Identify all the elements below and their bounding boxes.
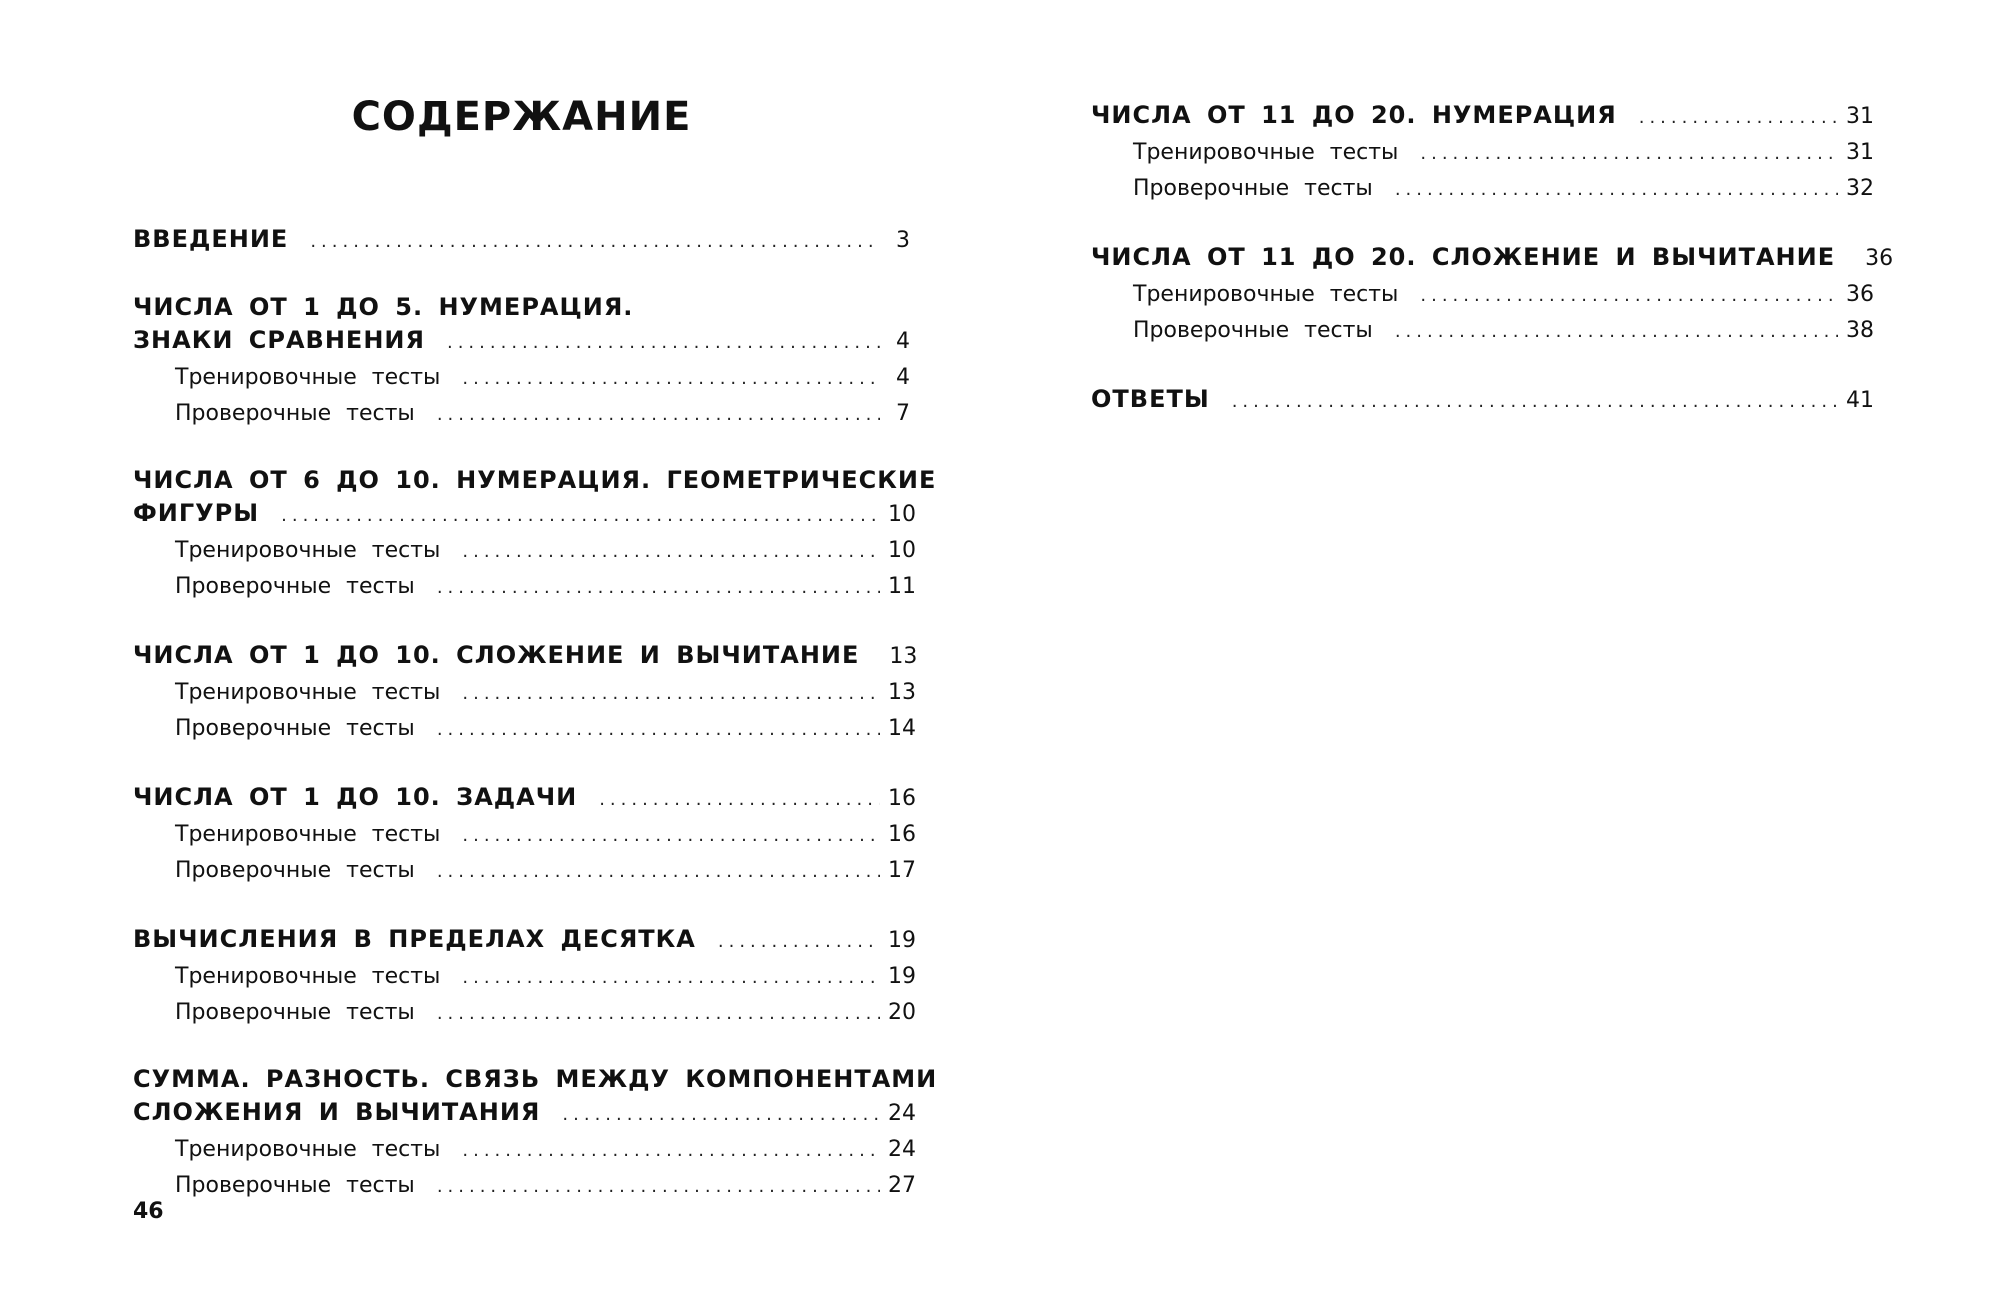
toc-section [133,780,916,889]
subsection-title: Проверочные тесты [175,401,415,426]
dot-leader [437,570,880,605]
page-ref: 19 [888,928,916,953]
subsection-title: Тренировочные тесты [175,680,441,705]
dot-leader [437,397,880,432]
toc-entry[interactable] [133,323,910,360]
toc-section [1091,98,1874,207]
subsection-title: Проверочные тесты [175,574,415,599]
dot-leader [1420,136,1838,171]
page-ref: 11 [888,574,916,599]
page-ref: 20 [888,1000,916,1025]
dot-leader [437,996,880,1031]
page-ref: 41 [1846,388,1874,413]
page-ref: 31 [1846,104,1874,129]
page-ref: 38 [1846,318,1874,343]
dot-leader [447,325,880,360]
toc-section [133,292,910,432]
toc-column-right [1091,98,1894,452]
toc-subentry[interactable] [133,1168,916,1204]
dot-leader [437,854,880,889]
section-title: ЧИСЛА ОТ 11 ДО 20. СЛОЖЕНИЕ И ВЫЧИТАНИЕ [1091,243,1836,271]
subsection-title: Тренировочные тесты [1133,140,1399,165]
page-ref: 19 [888,964,916,989]
page-number: 46 [133,1199,164,1224]
toc-entry[interactable] [133,638,918,675]
toc-subentry[interactable] [133,533,916,569]
dot-leader [1395,172,1838,207]
section-title: ВЫЧИСЛЕНИЯ В ПРЕДЕЛАХ ДЕСЯТКА [133,925,696,953]
toc-entry[interactable] [133,222,910,259]
page-ref: 13 [889,644,918,669]
subsection-title: Проверочные тесты [175,1000,415,1025]
page-ref: 3 [896,228,910,253]
dot-leader [1395,314,1838,349]
page-ref: 14 [888,716,916,741]
section-title-line: ЧИСЛА ОТ 6 ДО 10. НУМЕРАЦИЯ. ГЕОМЕТРИЧЕСКИЕ [133,466,937,494]
subsection-title: Проверочные тесты [1133,318,1373,343]
toc-section [133,1064,938,1204]
toc-column-left [133,222,938,1237]
section-title-line: ЧИСЛА ОТ 1 ДО 5. НУМЕРАЦИЯ. [133,293,634,321]
page-ref: 7 [896,401,910,426]
toc-subentry[interactable] [133,569,916,605]
toc-subentry[interactable] [1091,171,1874,207]
toc-section [1091,240,1894,349]
toc-section [133,922,916,1031]
toc-subentry[interactable] [133,817,916,853]
page-ref: 24 [888,1101,916,1126]
dot-leader [437,1169,880,1204]
toc-section [133,465,937,605]
page-ref: 13 [888,680,916,705]
subsection-title: Проверочные тесты [175,1173,415,1198]
page-ref: 10 [888,502,916,527]
section-title: ЧИСЛА ОТ 1 ДО 10. СЛОЖЕНИЕ И ВЫЧИТАНИЕ [133,641,860,669]
dot-leader [462,534,880,569]
toc-subentry[interactable] [133,360,910,396]
page-ref: 16 [888,786,916,811]
page-title: СОДЕРЖАНИЕ [351,94,692,140]
toc-subentry[interactable] [133,711,916,747]
subsection-title: Тренировочные тесты [175,538,441,563]
toc-subentry[interactable] [133,959,916,995]
dot-leader [310,224,880,259]
toc-subentry[interactable] [133,853,916,889]
page-ref: 10 [888,538,916,563]
toc-subentry[interactable] [133,675,916,711]
toc-subentry[interactable] [1091,277,1874,313]
dot-leader [562,1097,880,1132]
subsection-title: Тренировочные тесты [175,964,441,989]
dot-leader [1639,100,1838,135]
page-ref: 17 [888,858,916,883]
page-ref: 4 [896,329,910,354]
toc-entry[interactable] [133,922,916,959]
dot-leader [1420,278,1838,313]
dot-leader [462,818,880,853]
subsection-title: Тренировочные тесты [175,822,441,847]
subsection-title: Тренировочные тесты [1133,282,1399,307]
dot-leader [599,782,880,817]
toc-section [133,638,918,747]
toc-section [1091,382,1874,419]
section-title: ВВЕДЕНИЕ [133,225,289,253]
toc-subentry[interactable] [1091,135,1874,171]
dot-leader [462,960,880,995]
toc-subentry[interactable] [133,1132,916,1168]
dot-leader [281,498,880,533]
page-ref: 36 [1846,282,1874,307]
dot-leader [718,924,880,959]
page-ref: 32 [1846,176,1874,201]
subsection-title: Тренировочные тесты [175,1137,441,1162]
subsection-title: Проверочные тесты [175,716,415,741]
dot-leader [462,676,880,711]
section-title: ЧИСЛА ОТ 1 ДО 10. ЗАДАЧИ [133,783,578,811]
toc-subentry[interactable] [133,995,916,1031]
page-ref: 36 [1865,246,1894,271]
page-ref: 4 [896,365,910,390]
section-title: ФИГУРЫ [133,499,260,527]
toc-entry[interactable] [133,496,916,533]
toc-entry[interactable] [1091,98,1874,135]
dot-leader [1232,384,1838,419]
subsection-title: Проверочные тесты [1133,176,1373,201]
toc-entry[interactable] [133,1095,916,1132]
page-ref: 27 [888,1173,916,1198]
page-ref: 16 [888,822,916,847]
dot-leader [462,361,880,396]
subsection-title: Проверочные тесты [175,858,415,883]
page-ref: 31 [1846,140,1874,165]
subsection-title: Тренировочные тесты [175,365,441,390]
section-title: ЧИСЛА ОТ 11 ДО 20. НУМЕРАЦИЯ [1091,101,1617,129]
section-title-line: СУММА. РАЗНОСТЬ. СВЯЗЬ МЕЖДУ КОМПОНЕНТАМИ [133,1065,938,1093]
toc-entry[interactable] [133,780,916,817]
section-title: ЗНАКИ СРАВНЕНИЯ [133,326,425,354]
dot-leader [437,712,880,747]
page-ref: 24 [888,1137,916,1162]
toc-entry[interactable] [1091,240,1894,277]
toc-entry[interactable] [1091,382,1874,419]
toc-subentry[interactable] [133,396,910,432]
dot-leader [462,1133,880,1168]
toc-section [133,222,910,259]
section-title: СЛОЖЕНИЯ И ВЫЧИТАНИЯ [133,1098,541,1126]
toc-subentry[interactable] [1091,313,1874,349]
section-title: ОТВЕТЫ [1091,385,1210,413]
